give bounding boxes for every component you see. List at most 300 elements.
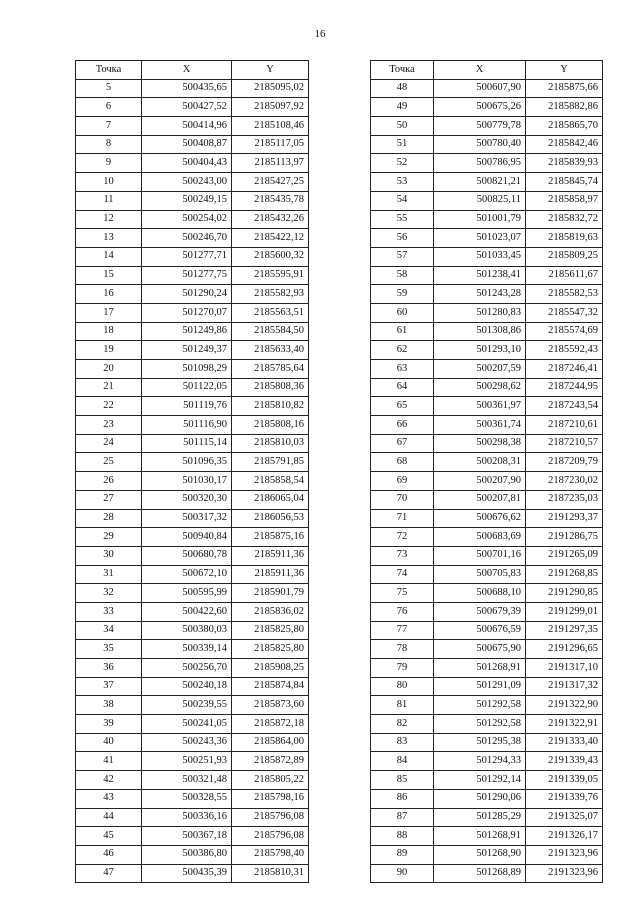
table-row (76, 640, 309, 659)
y-coordinate-cell: 2191317,10 (526, 659, 603, 678)
x-coordinate-cell: 500940,84 (142, 528, 232, 547)
point-cell: 65 (371, 397, 434, 416)
x-coordinate-cell: 500240,18 (142, 677, 232, 696)
point-cell: 85 (371, 771, 434, 790)
y-coordinate-cell: 2185873,60 (232, 696, 309, 715)
x-coordinate-cell: 501268,89 (434, 864, 526, 883)
table-row (371, 696, 603, 715)
x-coordinate-cell: 500679,39 (434, 602, 526, 621)
table-header-row (76, 61, 309, 80)
y-coordinate-cell: 2185435,78 (232, 191, 309, 210)
x-coordinate-cell: 500676,62 (434, 509, 526, 528)
table-row (371, 677, 603, 696)
table-row (76, 247, 309, 266)
point-cell: 17 (76, 303, 142, 322)
table-row (371, 771, 603, 790)
y-coordinate-cell: 2191326,17 (526, 827, 603, 846)
y-coordinate-cell: 2185432,26 (232, 210, 309, 229)
x-coordinate-cell: 501268,91 (434, 659, 526, 678)
table-row (76, 191, 309, 210)
table-row (76, 303, 309, 322)
x-coordinate-cell: 501268,90 (434, 845, 526, 864)
point-cell: 88 (371, 827, 434, 846)
point-cell: 41 (76, 752, 142, 771)
table-row (371, 659, 603, 678)
x-coordinate-cell: 500422,60 (142, 602, 232, 621)
table-row (76, 546, 309, 565)
x-coordinate-cell: 500825,11 (434, 191, 526, 210)
table-row (76, 322, 309, 341)
point-cell: 42 (76, 771, 142, 790)
table-row (76, 229, 309, 248)
point-cell: 50 (371, 117, 434, 136)
table-row (76, 360, 309, 379)
y-coordinate-cell: 2185097,92 (232, 98, 309, 117)
y-coordinate-cell: 2185584,50 (232, 322, 309, 341)
y-coordinate-cell: 2185810,31 (232, 864, 309, 883)
coordinates-table-right (370, 60, 603, 883)
x-coordinate-cell: 500675,90 (434, 640, 526, 659)
y-coordinate-cell: 2185595,91 (232, 266, 309, 285)
y-coordinate-cell: 2191265,09 (526, 546, 603, 565)
x-coordinate-cell: 500246,70 (142, 229, 232, 248)
table-row (76, 416, 309, 435)
y-coordinate-cell: 2187243,54 (526, 397, 603, 416)
y-coordinate-cell: 2185563,51 (232, 303, 309, 322)
point-cell: 53 (371, 173, 434, 192)
x-coordinate-cell: 500680,78 (142, 546, 232, 565)
table-row (371, 827, 603, 846)
table-row (371, 266, 603, 285)
y-coordinate-cell: 2185592,43 (526, 341, 603, 360)
point-cell: 28 (76, 509, 142, 528)
point-cell: 71 (371, 509, 434, 528)
table-row (371, 135, 603, 154)
y-coordinate-cell: 2185875,66 (526, 79, 603, 98)
y-coordinate-cell: 2185810,03 (232, 434, 309, 453)
point-cell: 79 (371, 659, 434, 678)
coordinates-table-left (75, 60, 309, 883)
y-coordinate-cell: 2185808,36 (232, 378, 309, 397)
table-row (371, 360, 603, 379)
point-cell: 67 (371, 434, 434, 453)
point-cell: 54 (371, 191, 434, 210)
point-cell: 32 (76, 584, 142, 603)
table-header-row (371, 61, 603, 80)
table-row (371, 509, 603, 528)
y-coordinate-cell: 2185108,46 (232, 117, 309, 136)
y-coordinate-cell: 2187210,61 (526, 416, 603, 435)
x-coordinate-cell: 500243,36 (142, 733, 232, 752)
x-coordinate-cell: 500249,15 (142, 191, 232, 210)
table-row (371, 453, 603, 472)
table-row (76, 98, 309, 117)
y-coordinate-cell: 2185808,16 (232, 416, 309, 435)
table-row (371, 229, 603, 248)
point-cell: 89 (371, 845, 434, 864)
point-cell: 33 (76, 602, 142, 621)
table-row (371, 173, 603, 192)
y-coordinate-cell: 2185908,25 (232, 659, 309, 678)
x-coordinate-cell: 501285,29 (434, 808, 526, 827)
x-coordinate-cell: 500821,21 (434, 173, 526, 192)
y-coordinate-cell: 2187244,95 (526, 378, 603, 397)
x-coordinate-cell: 500239,55 (142, 696, 232, 715)
x-coordinate-cell: 500780,40 (434, 135, 526, 154)
point-cell: 9 (76, 154, 142, 173)
y-coordinate-cell: 2185805,22 (232, 771, 309, 790)
point-cell: 70 (371, 490, 434, 509)
y-coordinate-cell: 2185582,93 (232, 285, 309, 304)
table-row (76, 733, 309, 752)
point-cell: 51 (371, 135, 434, 154)
x-coordinate-cell: 501294,33 (434, 752, 526, 771)
y-coordinate-cell: 2185547,32 (526, 303, 603, 322)
point-cell: 25 (76, 453, 142, 472)
x-coordinate-cell: 501270,07 (142, 303, 232, 322)
page-number: 16 (314, 28, 326, 40)
table-row (76, 341, 309, 360)
point-cell: 47 (76, 864, 142, 883)
x-coordinate-cell: 500427,52 (142, 98, 232, 117)
point-cell: 14 (76, 247, 142, 266)
point-cell: 29 (76, 528, 142, 547)
table-row (371, 602, 603, 621)
table-row (371, 285, 603, 304)
table-row (76, 864, 309, 883)
x-coordinate-cell: 501119,76 (142, 397, 232, 416)
point-cell: 43 (76, 789, 142, 808)
y-coordinate-cell: 2185095,02 (232, 79, 309, 98)
y-coordinate-cell: 2187235,03 (526, 490, 603, 509)
y-coordinate-cell: 2191268,85 (526, 565, 603, 584)
x-coordinate-cell: 500207,90 (434, 472, 526, 491)
point-cell: 36 (76, 659, 142, 678)
x-coordinate-cell: 500298,38 (434, 434, 526, 453)
x-coordinate-cell: 500328,55 (142, 789, 232, 808)
y-coordinate-cell: 2185911,36 (232, 565, 309, 584)
x-coordinate-cell: 501238,41 (434, 266, 526, 285)
table-row (76, 453, 309, 472)
x-coordinate-cell: 500435,65 (142, 79, 232, 98)
x-coordinate-cell: 500676,59 (434, 621, 526, 640)
x-coordinate-cell: 500380,03 (142, 621, 232, 640)
point-cell: 31 (76, 565, 142, 584)
x-coordinate-cell: 501033,45 (434, 247, 526, 266)
point-cell: 62 (371, 341, 434, 360)
x-coordinate-cell: 500320,30 (142, 490, 232, 509)
y-coordinate-cell: 2185117,05 (232, 135, 309, 154)
point-cell: 27 (76, 490, 142, 509)
y-coordinate-cell: 2185825,80 (232, 621, 309, 640)
x-coordinate-cell: 500251,93 (142, 752, 232, 771)
point-cell: 81 (371, 696, 434, 715)
point-cell: 5 (76, 79, 142, 98)
table-row (371, 154, 603, 173)
table-row (371, 789, 603, 808)
point-cell: 68 (371, 453, 434, 472)
point-cell: 52 (371, 154, 434, 173)
table-row (76, 266, 309, 285)
y-coordinate-cell: 2191299,01 (526, 602, 603, 621)
header-point: Точка (371, 61, 434, 80)
x-coordinate-cell: 501023,07 (434, 229, 526, 248)
point-cell: 48 (371, 79, 434, 98)
x-coordinate-cell: 500705,83 (434, 565, 526, 584)
table-row (76, 210, 309, 229)
point-cell: 34 (76, 621, 142, 640)
y-coordinate-cell: 2191325,07 (526, 808, 603, 827)
y-coordinate-cell: 2187209,79 (526, 453, 603, 472)
y-coordinate-cell: 2185809,25 (526, 247, 603, 266)
x-coordinate-cell: 500683,69 (434, 528, 526, 547)
x-coordinate-cell: 500208,31 (434, 453, 526, 472)
y-coordinate-cell: 2185864,00 (232, 733, 309, 752)
table-row (371, 845, 603, 864)
y-coordinate-cell: 2191322,91 (526, 715, 603, 734)
table-row (371, 378, 603, 397)
table-row (371, 621, 603, 640)
point-cell: 18 (76, 322, 142, 341)
y-coordinate-cell: 2185810,82 (232, 397, 309, 416)
table-row (371, 341, 603, 360)
y-coordinate-cell: 2185882,86 (526, 98, 603, 117)
y-coordinate-cell: 2187230,02 (526, 472, 603, 491)
y-coordinate-cell: 2185796,08 (232, 808, 309, 827)
point-cell: 87 (371, 808, 434, 827)
y-coordinate-cell: 2185633,40 (232, 341, 309, 360)
point-cell: 61 (371, 322, 434, 341)
point-cell: 80 (371, 677, 434, 696)
point-cell: 21 (76, 378, 142, 397)
table-row (76, 715, 309, 734)
y-coordinate-cell: 2185865,70 (526, 117, 603, 136)
y-coordinate-cell: 2185798,40 (232, 845, 309, 864)
header-x: X (142, 61, 232, 80)
point-cell: 15 (76, 266, 142, 285)
table-row (371, 752, 603, 771)
point-cell: 8 (76, 135, 142, 154)
y-coordinate-cell: 2191293,37 (526, 509, 603, 528)
point-cell: 76 (371, 602, 434, 621)
x-coordinate-cell: 500672,10 (142, 565, 232, 584)
x-coordinate-cell: 501268,91 (434, 827, 526, 846)
table-row (76, 659, 309, 678)
y-coordinate-cell: 2185842,46 (526, 135, 603, 154)
point-cell: 75 (371, 584, 434, 603)
y-coordinate-cell: 2185872,18 (232, 715, 309, 734)
point-cell: 46 (76, 845, 142, 864)
x-coordinate-cell: 500701,16 (434, 546, 526, 565)
point-cell: 74 (371, 565, 434, 584)
y-coordinate-cell: 2185825,80 (232, 640, 309, 659)
point-cell: 69 (371, 472, 434, 491)
point-cell: 38 (76, 696, 142, 715)
table-row (76, 472, 309, 491)
x-coordinate-cell: 501001,79 (434, 210, 526, 229)
point-cell: 58 (371, 266, 434, 285)
point-cell: 23 (76, 416, 142, 435)
x-coordinate-cell: 500607,90 (434, 79, 526, 98)
x-coordinate-cell: 500243,00 (142, 173, 232, 192)
x-coordinate-cell: 500254,02 (142, 210, 232, 229)
point-cell: 30 (76, 546, 142, 565)
point-cell: 7 (76, 117, 142, 136)
table-row (76, 602, 309, 621)
point-cell: 86 (371, 789, 434, 808)
table-row (76, 285, 309, 304)
x-coordinate-cell: 501116,90 (142, 416, 232, 435)
x-coordinate-cell: 500367,18 (142, 827, 232, 846)
table-row (371, 303, 603, 322)
y-coordinate-cell: 2191322,90 (526, 696, 603, 715)
y-coordinate-cell: 2191297,35 (526, 621, 603, 640)
x-coordinate-cell: 501243,28 (434, 285, 526, 304)
table-row (76, 696, 309, 715)
x-coordinate-cell: 501098,29 (142, 360, 232, 379)
point-cell: 37 (76, 677, 142, 696)
point-cell: 78 (371, 640, 434, 659)
table-row (371, 416, 603, 435)
point-cell: 59 (371, 285, 434, 304)
y-coordinate-cell: 2185872,89 (232, 752, 309, 771)
table-row (76, 434, 309, 453)
table-row (371, 191, 603, 210)
point-cell: 55 (371, 210, 434, 229)
y-coordinate-cell: 2185911,36 (232, 546, 309, 565)
point-cell: 84 (371, 752, 434, 771)
x-coordinate-cell: 501290,06 (434, 789, 526, 808)
point-cell: 82 (371, 715, 434, 734)
point-cell: 63 (371, 360, 434, 379)
point-cell: 57 (371, 247, 434, 266)
x-coordinate-cell: 500207,81 (434, 490, 526, 509)
y-coordinate-cell: 2191333,40 (526, 733, 603, 752)
y-coordinate-cell: 2185791,85 (232, 453, 309, 472)
point-cell: 22 (76, 397, 142, 416)
point-cell: 40 (76, 733, 142, 752)
table-row (76, 565, 309, 584)
point-cell: 73 (371, 546, 434, 565)
table-row (76, 117, 309, 136)
y-coordinate-cell: 2186056,53 (232, 509, 309, 528)
y-coordinate-cell: 2185832,72 (526, 210, 603, 229)
table-row (76, 677, 309, 696)
x-coordinate-cell: 501030,17 (142, 472, 232, 491)
point-cell: 19 (76, 341, 142, 360)
table-row (76, 135, 309, 154)
x-coordinate-cell: 500414,96 (142, 117, 232, 136)
x-coordinate-cell: 500207,59 (434, 360, 526, 379)
y-coordinate-cell: 2185845,74 (526, 173, 603, 192)
y-coordinate-cell: 2191323,96 (526, 864, 603, 883)
table-row (371, 247, 603, 266)
table-row (371, 733, 603, 752)
x-coordinate-cell: 500361,97 (434, 397, 526, 416)
x-coordinate-cell: 501292,58 (434, 696, 526, 715)
y-coordinate-cell: 2185875,16 (232, 528, 309, 547)
table-row (371, 434, 603, 453)
table-row (76, 173, 309, 192)
y-coordinate-cell: 2185582,53 (526, 285, 603, 304)
point-cell: 72 (371, 528, 434, 547)
table-row (76, 845, 309, 864)
table-row (76, 490, 309, 509)
table-row (76, 808, 309, 827)
y-coordinate-cell: 2187246,41 (526, 360, 603, 379)
header-y: Y (526, 61, 603, 80)
point-cell: 24 (76, 434, 142, 453)
x-coordinate-cell: 500675,26 (434, 98, 526, 117)
x-coordinate-cell: 501308,86 (434, 322, 526, 341)
x-coordinate-cell: 501277,75 (142, 266, 232, 285)
y-coordinate-cell: 2185427,25 (232, 173, 309, 192)
x-coordinate-cell: 500321,48 (142, 771, 232, 790)
x-coordinate-cell: 500786,95 (434, 154, 526, 173)
table-row (76, 827, 309, 846)
y-coordinate-cell: 2185798,16 (232, 789, 309, 808)
x-coordinate-cell: 500404,43 (142, 154, 232, 173)
header-x: X (434, 61, 526, 80)
y-coordinate-cell: 2191290,85 (526, 584, 603, 603)
point-cell: 56 (371, 229, 434, 248)
y-coordinate-cell: 2185611,67 (526, 266, 603, 285)
table-row (371, 322, 603, 341)
y-coordinate-cell: 2191339,05 (526, 771, 603, 790)
y-coordinate-cell: 2187210,57 (526, 434, 603, 453)
point-cell: 35 (76, 640, 142, 659)
table-row (371, 584, 603, 603)
table-row (371, 808, 603, 827)
x-coordinate-cell: 501249,37 (142, 341, 232, 360)
x-coordinate-cell: 501295,38 (434, 733, 526, 752)
x-coordinate-cell: 501280,83 (434, 303, 526, 322)
x-coordinate-cell: 501293,10 (434, 341, 526, 360)
point-cell: 12 (76, 210, 142, 229)
y-coordinate-cell: 2185785,64 (232, 360, 309, 379)
point-cell: 64 (371, 378, 434, 397)
y-coordinate-cell: 2191339,43 (526, 752, 603, 771)
point-cell: 39 (76, 715, 142, 734)
point-cell: 26 (76, 472, 142, 491)
table-row (371, 640, 603, 659)
point-cell: 45 (76, 827, 142, 846)
table-row (76, 752, 309, 771)
x-coordinate-cell: 501292,14 (434, 771, 526, 790)
y-coordinate-cell: 2191296,65 (526, 640, 603, 659)
y-coordinate-cell: 2185600,32 (232, 247, 309, 266)
x-coordinate-cell: 500595,99 (142, 584, 232, 603)
table-row (371, 546, 603, 565)
table-row (371, 490, 603, 509)
x-coordinate-cell: 500336,16 (142, 808, 232, 827)
x-coordinate-cell: 500256,70 (142, 659, 232, 678)
y-coordinate-cell: 2185422,12 (232, 229, 309, 248)
point-cell: 11 (76, 191, 142, 210)
table-row (76, 79, 309, 98)
x-coordinate-cell: 500339,14 (142, 640, 232, 659)
y-coordinate-cell: 2185819,63 (526, 229, 603, 248)
point-cell: 16 (76, 285, 142, 304)
x-coordinate-cell: 500317,32 (142, 509, 232, 528)
x-coordinate-cell: 500688,10 (434, 584, 526, 603)
y-coordinate-cell: 2185901,79 (232, 584, 309, 603)
x-coordinate-cell: 500241,05 (142, 715, 232, 734)
x-coordinate-cell: 501249,86 (142, 322, 232, 341)
x-coordinate-cell: 501115,14 (142, 434, 232, 453)
table-row (371, 715, 603, 734)
point-cell: 49 (371, 98, 434, 117)
